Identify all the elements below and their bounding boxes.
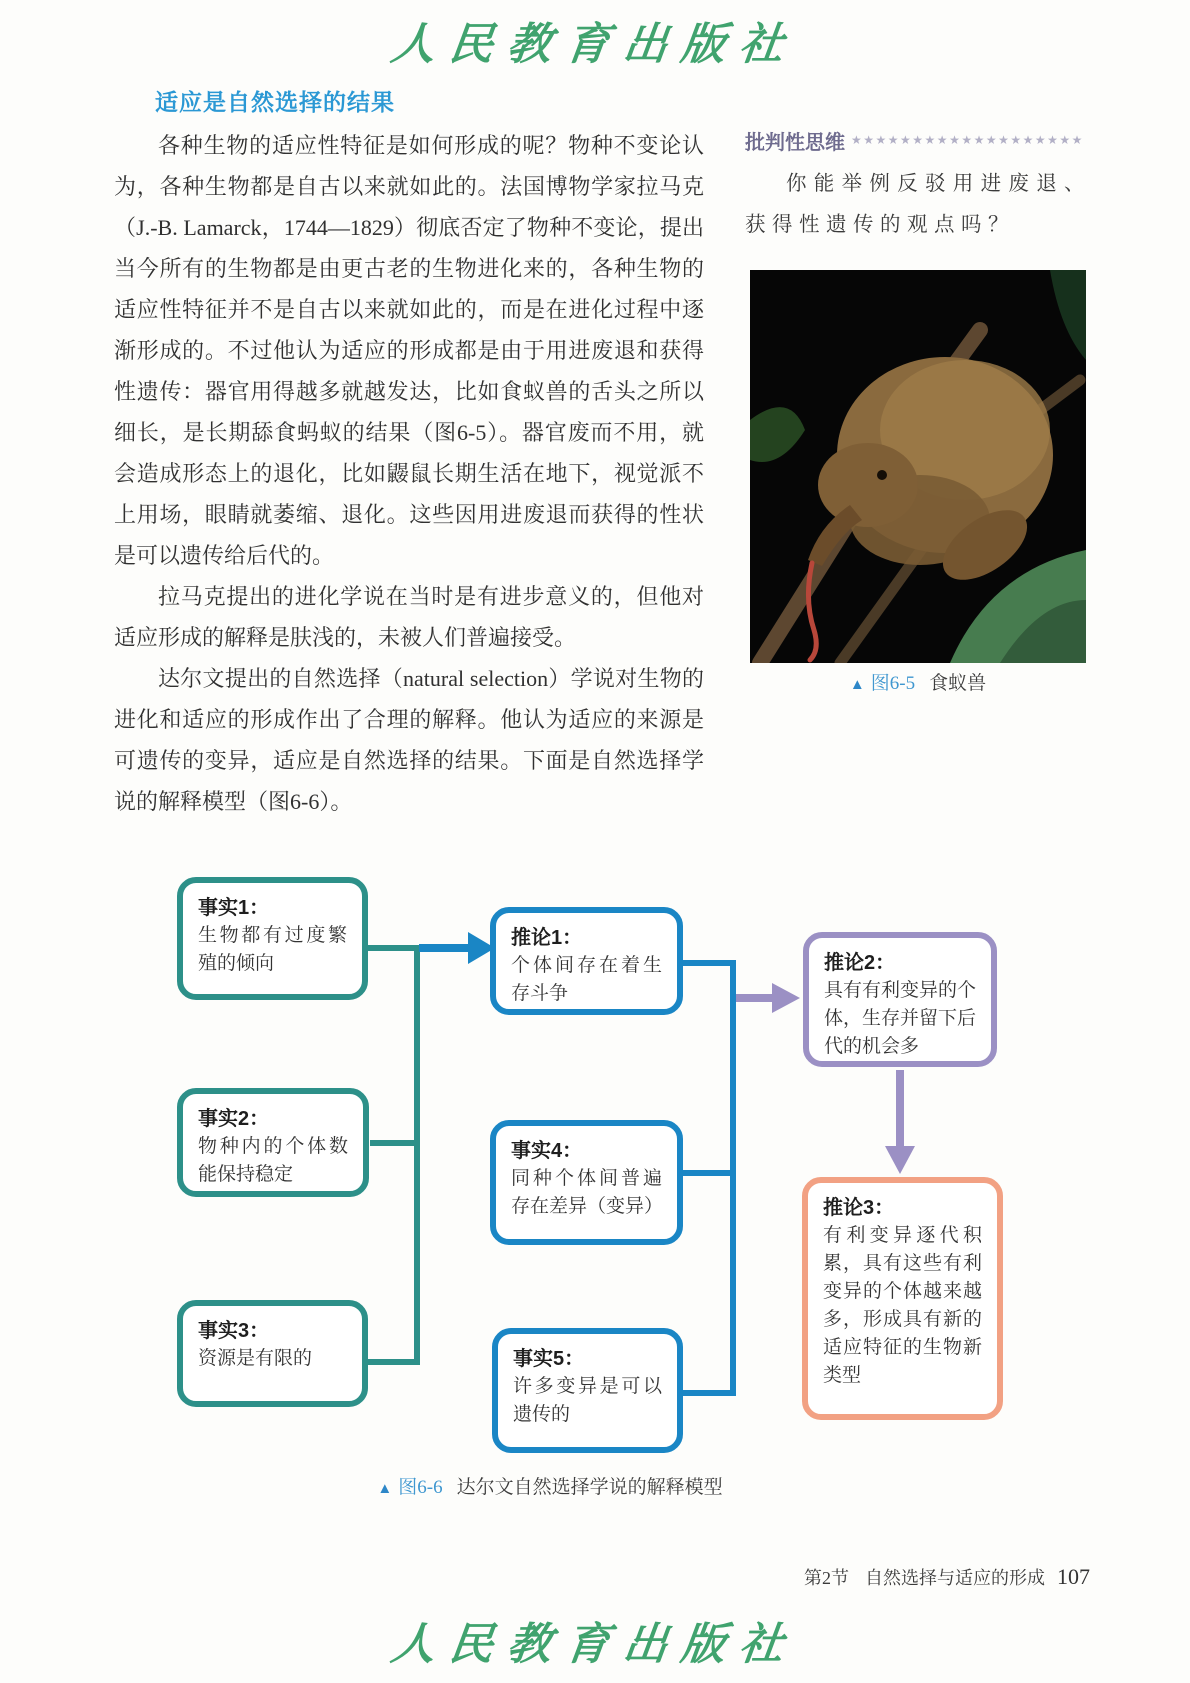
figure-caption-text: 达尔文自然选择学说的解释模型 (456, 1477, 723, 1498)
body-text-column (114, 125, 704, 822)
anteater-head (818, 443, 918, 527)
box-title: 推论1： (511, 927, 583, 949)
star-decoration: ★★★★★★★★★★★★★★★★★★★ (851, 133, 1084, 147)
flowchart-box-inference1 (490, 907, 683, 1015)
box-title: 事实4： (511, 1140, 583, 1162)
footer-title: 自然选择与适应的形成 (865, 1568, 1045, 1588)
box-title: 事实3： (198, 1320, 270, 1342)
figure-label: 图6-5 (870, 673, 916, 694)
flowchart-box-fact4 (490, 1120, 683, 1245)
body-paragraph: 达尔文提出的自然选择（natural selection）学说对生物的进化和适应的形成作出了合理的解释。他认为适应的来源是可遗传的变异，适应是自然选择的结果。下面是自然选择学说的解释模型（图6-6）。 (114, 666, 704, 814)
page-number: 107 (1057, 1564, 1090, 1589)
box-title: 事实5： (513, 1348, 585, 1370)
anteater-photo (750, 270, 1086, 663)
box-title: 推论2： (824, 952, 896, 974)
arrowhead-inference3 (885, 1146, 915, 1174)
anteater-eye (877, 470, 887, 480)
critical-thinking-question: 你能举例反驳用进废退、获得性遗传的观点吗？ (745, 173, 1091, 236)
connector-teal (368, 948, 417, 1362)
box-title: 事实2： (198, 1108, 270, 1130)
flowchart-box-fact2 (177, 1088, 369, 1197)
box-body: 生物都有过度繁殖的倾向 (198, 925, 347, 974)
box-body: 具有有利变异的个体，生存并留下后代的机会多 (824, 980, 977, 1057)
figure-6-6-caption (230, 1472, 870, 1499)
box-title: 事实1： (198, 897, 270, 919)
footer-section: 第2节 (804, 1568, 849, 1588)
box-body: 个体间存在着生存斗争 (511, 955, 662, 1004)
body-paragraph: 各种生物的适应性特征是如何形成的呢？物种不变论认为，各种生物都是自古以来就如此的。法国博物学家拉马克（J.-B. Lamarck，1744—1829）彻底否定了物种不变论，提出当今所有的生物都是由更古老的生物进化来的，各种生物的适应性特征并不是自古以来就如此的，而是在进化过程中逐渐形成的。不过他认为适应的形成都是由于用进废退和获得性遗传：器官用得越多就越发达，比如食蚁兽的舌头之所以细长，是长期舔食蚂蚁的结果（图6-5）。器官废而不用，就会造成形态上的退化，比如鼹鼠长期生活在地下，视觉派不上用场，眼睛就萎缩、退化。这些因用进废退而获得的性状是可以遗传给后代的。 (114, 133, 704, 568)
flowchart-box-fact1 (177, 877, 368, 1000)
critical-thinking-header (745, 126, 1093, 155)
box-body: 许多变异是可以遗传的 (513, 1376, 662, 1425)
critical-thinking-label: 批判性思维 (745, 132, 845, 154)
publisher-logo-top: 人民教育出版社 (388, 19, 801, 70)
figure-label: 图6-6 (398, 1477, 443, 1498)
flowchart-box-fact5 (492, 1328, 683, 1453)
box-body: 资源是有限的 (198, 1348, 313, 1369)
arrowhead-inference2 (772, 983, 800, 1013)
flowchart-box-inference3 (802, 1177, 1003, 1420)
anteater-photo-art (750, 270, 1086, 663)
page-footer (500, 1564, 1090, 1590)
figure-caption-text: 食蚁兽 (929, 673, 987, 694)
publisher-logo-bottom: 人民教育出版社 (388, 1619, 801, 1670)
body-paragraph: 拉马克提出的进化学说在当时是有进步意义的，但他对适应形成的解释是肤浅的，未被人们普遍接受。 (114, 584, 704, 650)
box-title: 推论3： (823, 1197, 895, 1219)
box-body: 同种个体间普遍存在差异（变异） (511, 1168, 664, 1217)
figure-6-5-caption (750, 668, 1086, 695)
figure-marker-icon: ▲ (849, 677, 865, 693)
section-heading: 适应是自然选择的结果 (155, 89, 395, 115)
flowchart-box-inference2 (803, 932, 997, 1067)
box-body: 有利变异逐代积累，具有这些有利变异的个体越来越多，形成具有新的适应特征的生物新类型 (823, 1225, 982, 1386)
connector-blue (683, 963, 733, 1393)
flowchart-box-fact3 (177, 1300, 368, 1407)
box-body: 物种内的个体数能保持稳定 (198, 1136, 348, 1185)
figure-marker-icon: ▲ (377, 1481, 393, 1497)
